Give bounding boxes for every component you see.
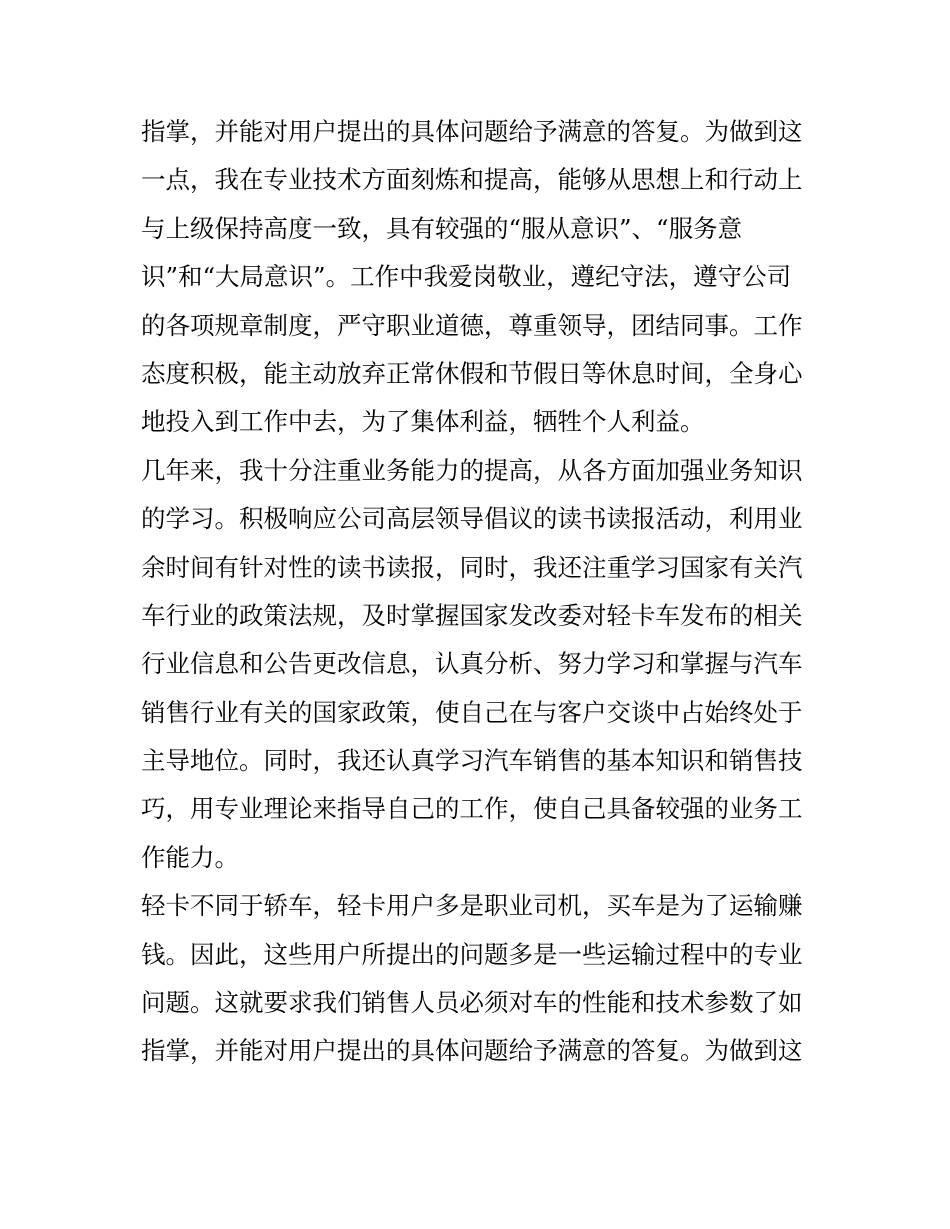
text-line: 行业信息和公告更改信息，认真分析、努力学习和掌握与汽车 — [141, 649, 803, 679]
text-line: 钱。因此，这些用户所提出的问题多是一些运输过程中的专业 — [141, 939, 803, 969]
text-line: 几年来，我十分注重业务能力的提高，从各方面加强业务知识 — [141, 455, 803, 485]
document-body — [141, 108, 821, 1076]
text-line: 问题。这就要求我们销售人员必须对车的性能和技术参数了如 — [141, 988, 803, 1018]
text-line: 车行业的政策法规，及时掌握国家发改委对轻卡车发布的相关 — [141, 600, 803, 630]
text-line: 与上级保持高度一致，具有较强的“服从意识”、“服务意 — [141, 213, 743, 243]
text-line: 的学习。积极响应公司高层领导倡议的读书读报活动，利用业 — [141, 504, 803, 534]
text-line: 轻卡不同于轿车，轻卡用户多是职业司机，买车是为了运输赚 — [141, 891, 803, 921]
text-line: 识”和“大局意识”。工作中我爱岗敬业，遵纪守法，遵守公司 — [141, 262, 792, 292]
text-line: 地投入到工作中去，为了集体利益，牺牲个人利益。 — [141, 407, 705, 437]
text-line: 态度积极，能主动放弃正常休假和节假日等休息时间，全身心 — [141, 358, 803, 388]
text-line: 一点，我在专业技术方面刻炼和提高，能够从思想上和行动上 — [141, 165, 803, 195]
text-line: 的各项规章制度，严守职业道德，尊重领导，团结同事。工作 — [141, 310, 803, 340]
text-line: 指掌，并能对用户提出的具体问题给予满意的答复。为做到这 — [141, 117, 803, 146]
text-line: 指掌，并能对用户提出的具体问题给予满意的答复。为做到这 — [141, 1036, 803, 1066]
text-line: 作能力。 — [141, 842, 239, 872]
text-line: 巧，用专业理论来指导自己的工作，使自己具备较强的业务工 — [141, 794, 803, 824]
text-line: 余时间有针对性的读书读报，同时，我还注重学习国家有关汽 — [141, 552, 803, 582]
text-line: 主导地位。同时，我还认真学习汽车销售的基本知识和销售技 — [141, 746, 803, 776]
text-line: 销售行业有关的国家政策，使自己在与客户交谈中占始终处于 — [141, 697, 803, 727]
